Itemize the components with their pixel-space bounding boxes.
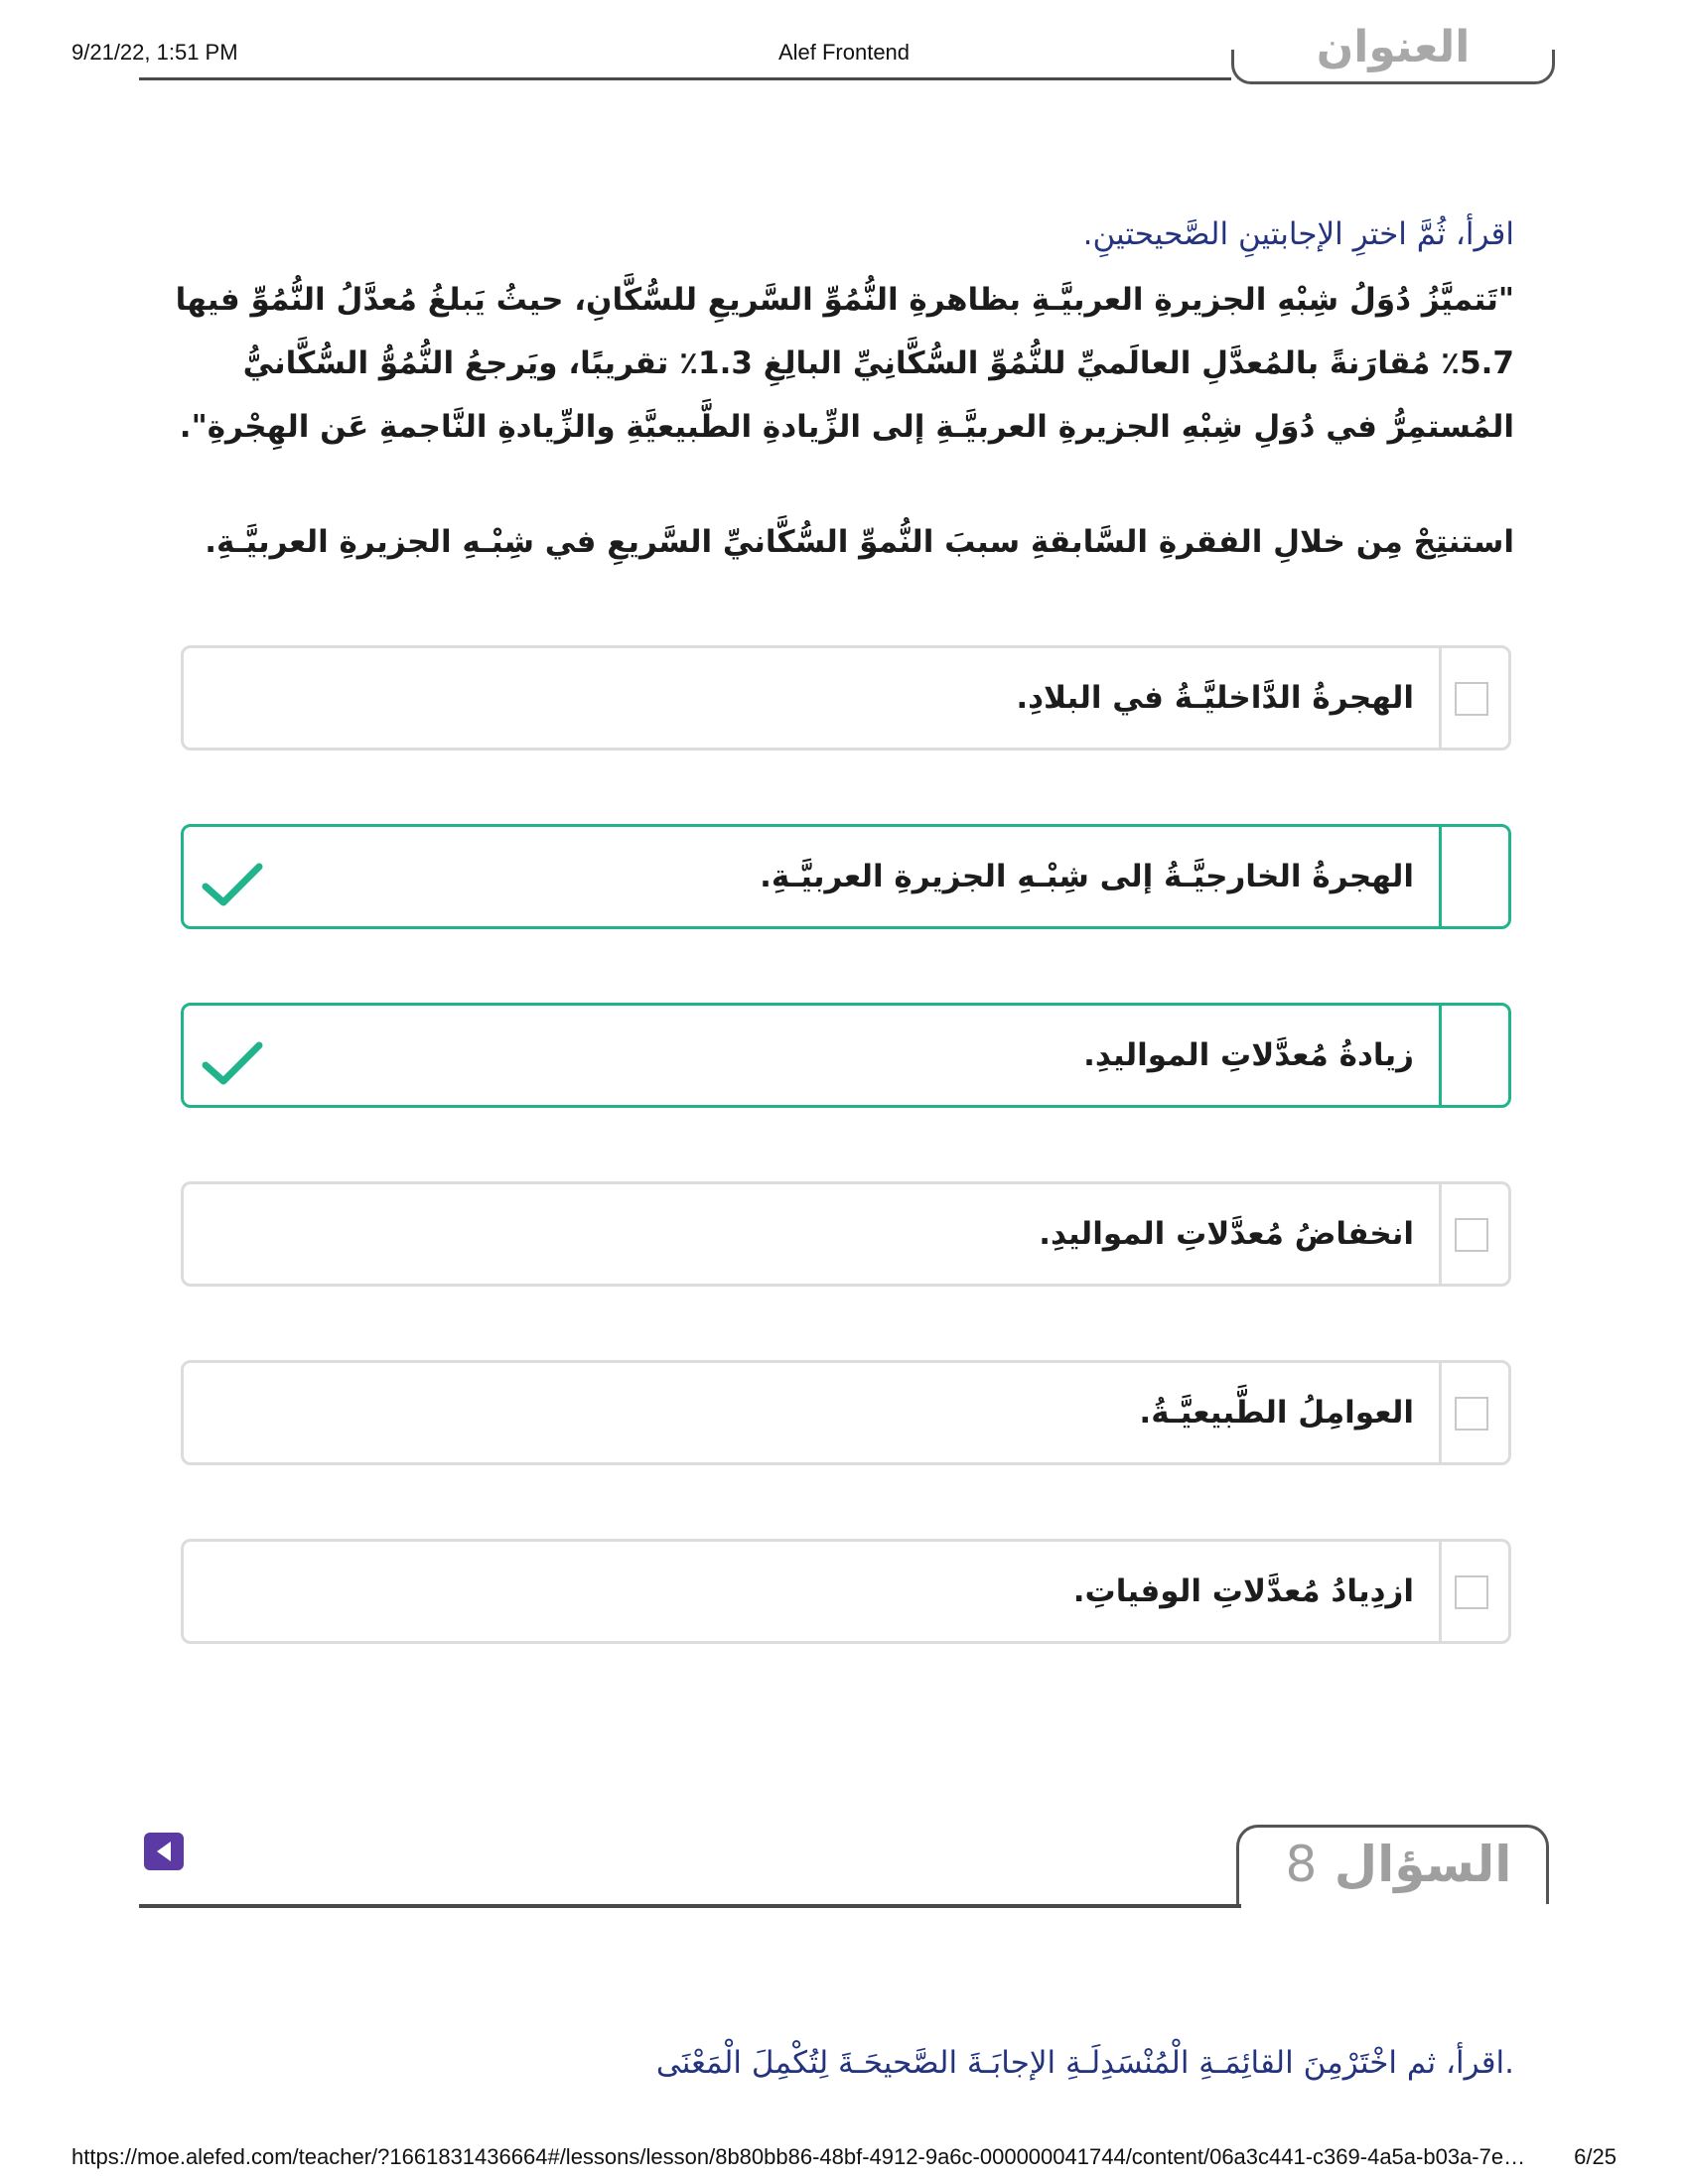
option-label: الهجرةُ الخارجيَّـةُ إلى شِبْـهِ الجزيرةِ العربيَّـةِ.	[760, 859, 1414, 894]
print-page-number: 6/25	[1574, 2144, 1617, 2169]
answer-option[interactable]	[181, 1181, 1511, 1287]
option-label: ازدِيادُ مُعدَّلاتِ الوفياتِ.	[1072, 1573, 1414, 1609]
section-divider-top	[139, 77, 1231, 80]
previous-section-title: العنوان	[1316, 22, 1471, 72]
question-word: السؤال	[1334, 1836, 1512, 1893]
section-divider	[139, 1904, 1241, 1908]
option-label: الهجرةُ الدَّاخليَّـةُ في البلادِ.	[1016, 680, 1414, 716]
option-checkbox-cell[interactable]	[1439, 648, 1508, 748]
answer-option-correct[interactable]	[181, 1003, 1511, 1108]
option-checkbox[interactable]	[1455, 682, 1488, 716]
option-checkbox-cell[interactable]	[1439, 1184, 1508, 1284]
question-prompt: استنتِجْ مِن خلالِ الفقرةِ السَّابقةِ سببَ النُّموِّ السُّكَّانيِّ السَّريعِ في شِبْـهِ الجزيرةِ العربيَّـةِ.	[205, 524, 1514, 560]
previous-button[interactable]	[144, 1833, 184, 1870]
answer-option[interactable]	[181, 645, 1511, 751]
option-checkbox-cell[interactable]	[1439, 1542, 1508, 1641]
option-label: العوامِلُ الطَّبيعيَّـةُ.	[1139, 1395, 1414, 1431]
checkmark-icon	[202, 1041, 263, 1087]
option-label: زيادةُ مُعدَّلاتِ المواليدِ.	[1083, 1037, 1414, 1073]
next-question-instruction: اقرأ، ثم اخْتَرْمِنَ القائِمَـةِ الْمُنْسَدِلَـةِ الإجابَـةَ الصَّحيحَـةَ لِتُكْمِلَ الْمَعْنَى.	[655, 2045, 1514, 2081]
answer-option[interactable]	[181, 1539, 1511, 1644]
print-datetime: 9/21/22, 1:51 PM	[71, 40, 238, 65]
print-page-title: Alef Frontend	[777, 40, 911, 65]
reading-paragraph: "تَتميَّزُ دُوَلُ شِبْهِ الجزيرةِ العربيَّـةِ بظاهرةِ النُّمُوِّ السَّريعِ للسُّكَّانِ، حيثُ يَبلغُ مُعدَّلُ النُّمُوِّ فيها 5.7٪ مُقارَنةً بالمُعدَّلِ العالَميِّ للنُّمُوِّ السُّكَّانِيِّ البالِغِ 1.3٪ تقريبًا، ويَرجعُ النُّمُوُّ السُّكَّانيُّ المُستمِرُّ في دُوَلِ شِبْهِ الجزيرةِ العربيَّـةِ إلى الزِّيادةِ الطَّبيعيَّةِ والزِّيادةِ النَّاجمةِ عَن الهِجْرةِ".	[175, 282, 1514, 445]
previous-section-tab	[1231, 22, 1555, 84]
answer-option[interactable]	[181, 1360, 1511, 1465]
option-label: انخفاضُ مُعدَّلاتِ المواليدِ.	[1039, 1216, 1414, 1252]
question-instruction: اقرأ، ثُمَّ اخترِ الإجابتينِ الصَّحيحتينِ.	[1082, 216, 1514, 252]
question-number: 8	[1285, 1836, 1318, 1893]
option-checkbox[interactable]	[1455, 1218, 1488, 1252]
question-number-heading	[1239, 1836, 1546, 1893]
option-checkbox-cell[interactable]	[1439, 827, 1508, 926]
caret-left-icon	[155, 1842, 173, 1861]
option-checkbox-cell[interactable]	[1439, 1363, 1508, 1462]
option-checkbox[interactable]	[1455, 1575, 1488, 1609]
option-checkbox[interactable]	[1455, 1397, 1488, 1431]
print-footer	[0, 2144, 1688, 2174]
option-checkbox-cell[interactable]	[1439, 1006, 1508, 1105]
print-url: https://moe.alefed.com/teacher/?1661831436664#/lessons/lesson/8b80bb86-48bf-4912-9a6c-000000041744/content/06a3c441-c369-4a5a-b03a-7e…	[71, 2144, 1526, 2169]
answer-option-correct[interactable]	[181, 824, 1511, 929]
question-number-tab	[1236, 1825, 1549, 1904]
checkmark-icon	[202, 863, 263, 908]
